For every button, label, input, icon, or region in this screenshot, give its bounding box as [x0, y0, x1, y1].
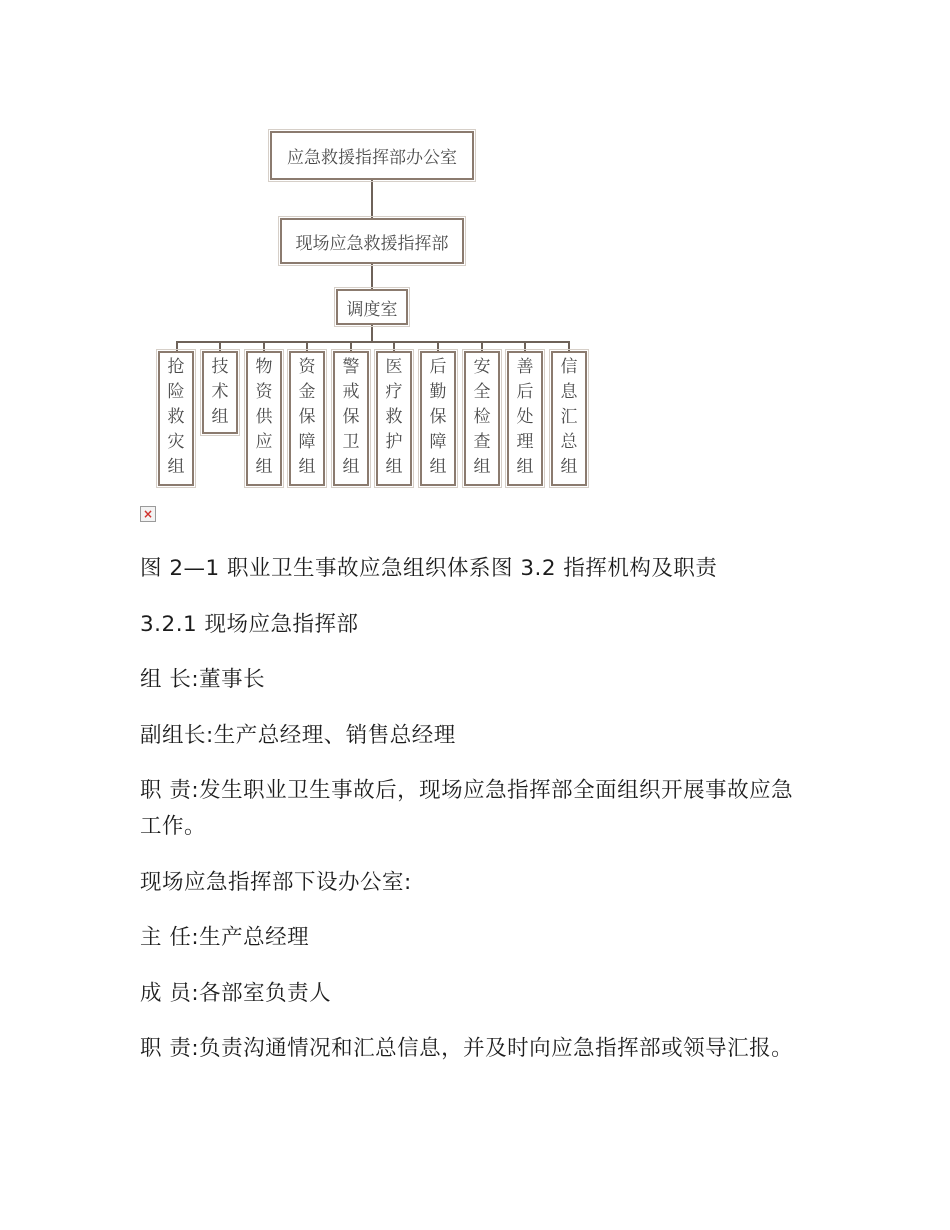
org-group-funding	[289, 351, 325, 486]
org-chart	[0, 0, 950, 500]
connector-drop-2	[219, 341, 221, 351]
org-group-char: 卫	[342, 432, 360, 452]
org-group-char: 医	[385, 357, 403, 377]
org-group-char: 善	[516, 357, 534, 377]
org-group-char: 物	[255, 357, 273, 377]
org-group-char: 抢	[167, 357, 185, 377]
org-group-char: 组	[429, 457, 447, 477]
org-group-logistics	[420, 351, 456, 486]
connector-drop-8	[481, 341, 483, 351]
org-group-char: 障	[298, 432, 316, 452]
org-group-char: 戒	[342, 382, 360, 402]
leader-line: 组 长:董事长	[140, 667, 266, 692]
org-group-char: 安	[473, 357, 491, 377]
org-group-char: 保	[429, 407, 447, 427]
org-group-char: 灾	[167, 432, 185, 452]
org-group-char: 供	[255, 407, 273, 427]
org-box-emergency-office: 应急救援指挥部办公室	[270, 131, 474, 180]
org-group-char: 障	[429, 432, 447, 452]
org-group-char: 警	[342, 357, 360, 377]
org-group-char: 保	[298, 407, 316, 427]
org-group-safety-inspection	[464, 351, 500, 486]
office-duties-paragraph: 职 责:负责沟通情况和汇总信息，并及时向应急指挥部或领导汇报。	[140, 1036, 794, 1061]
org-group-char: 汇	[560, 407, 578, 427]
connector-drop-9	[524, 341, 526, 351]
org-group-technical	[202, 351, 238, 434]
org-group-char: 查	[473, 432, 491, 452]
connector-drop-5	[350, 341, 352, 351]
director-line: 主 任:生产总经理	[140, 925, 310, 950]
org-group-char: 救	[385, 407, 403, 427]
section-heading: 3.2.1 现场应急指挥部	[140, 612, 359, 637]
org-box-onsite-command: 现场应急救援指挥部	[280, 218, 464, 264]
org-group-char: 勤	[429, 382, 447, 402]
org-group-char: 术	[211, 382, 229, 402]
org-group-char: 应	[255, 432, 273, 452]
org-group-char: 处	[516, 407, 534, 427]
figure-caption: 图 2—1 职业卫生事故应急组织体系图 3.2 指挥机构及职责	[140, 556, 718, 581]
org-group-char: 组	[167, 457, 185, 477]
connector-drop-4	[306, 341, 308, 351]
org-group-char: 组	[255, 457, 273, 477]
org-group-char: 金	[298, 382, 316, 402]
org-group-char: 救	[167, 407, 185, 427]
org-group-supplies	[246, 351, 282, 486]
members-line: 成 员:各部室负责人	[140, 981, 332, 1006]
connector-bus	[176, 341, 570, 343]
org-group-char: 全	[473, 382, 491, 402]
org-group-char: 总	[560, 432, 578, 452]
org-group-char: 险	[167, 382, 185, 402]
org-group-char: 检	[473, 407, 491, 427]
org-group-char: 息	[560, 382, 578, 402]
org-group-char: 保	[342, 407, 360, 427]
org-group-char: 信	[560, 357, 578, 377]
connector-drop-1	[176, 341, 178, 351]
org-group-char: 后	[429, 357, 447, 377]
org-group-char: 组	[473, 457, 491, 477]
org-group-rescue	[158, 351, 194, 486]
org-group-char: 组	[211, 407, 229, 427]
connector-drop-7	[437, 341, 439, 351]
org-group-aftermath	[507, 351, 543, 486]
deputy-leader-line: 副组长:生产总经理、销售总经理	[140, 723, 456, 748]
org-group-char: 组	[298, 457, 316, 477]
connector-drop-6	[393, 341, 395, 351]
org-group-char: 护	[385, 432, 403, 452]
office-intro-line: 现场应急指挥部下设办公室:	[140, 870, 412, 895]
org-box-dispatch-room: 调度室	[336, 289, 408, 325]
org-group-info-summary	[551, 351, 587, 486]
broken-image-icon: ×	[140, 506, 156, 522]
command-duties-paragraph: 职 责:发生职业卫生事故后，现场应急指挥部全面组织开展事故应急工作。	[140, 778, 794, 839]
org-group-char: 后	[516, 382, 534, 402]
connector-drop-3	[263, 341, 265, 351]
connector-middle	[371, 264, 373, 289]
org-group-char: 技	[211, 357, 229, 377]
connector-top	[371, 180, 373, 218]
org-group-char: 组	[342, 457, 360, 477]
org-group-char: 组	[385, 457, 403, 477]
org-group-char: 资	[255, 382, 273, 402]
connector-drop-10	[568, 341, 570, 351]
org-group-security	[333, 351, 369, 486]
org-group-char: 资	[298, 357, 316, 377]
org-group-medical	[376, 351, 412, 486]
org-group-char: 组	[516, 457, 534, 477]
connector-dispatch	[371, 325, 373, 342]
org-group-char: 理	[516, 432, 534, 452]
org-group-char: 疗	[385, 382, 403, 402]
org-group-char: 组	[560, 457, 578, 477]
